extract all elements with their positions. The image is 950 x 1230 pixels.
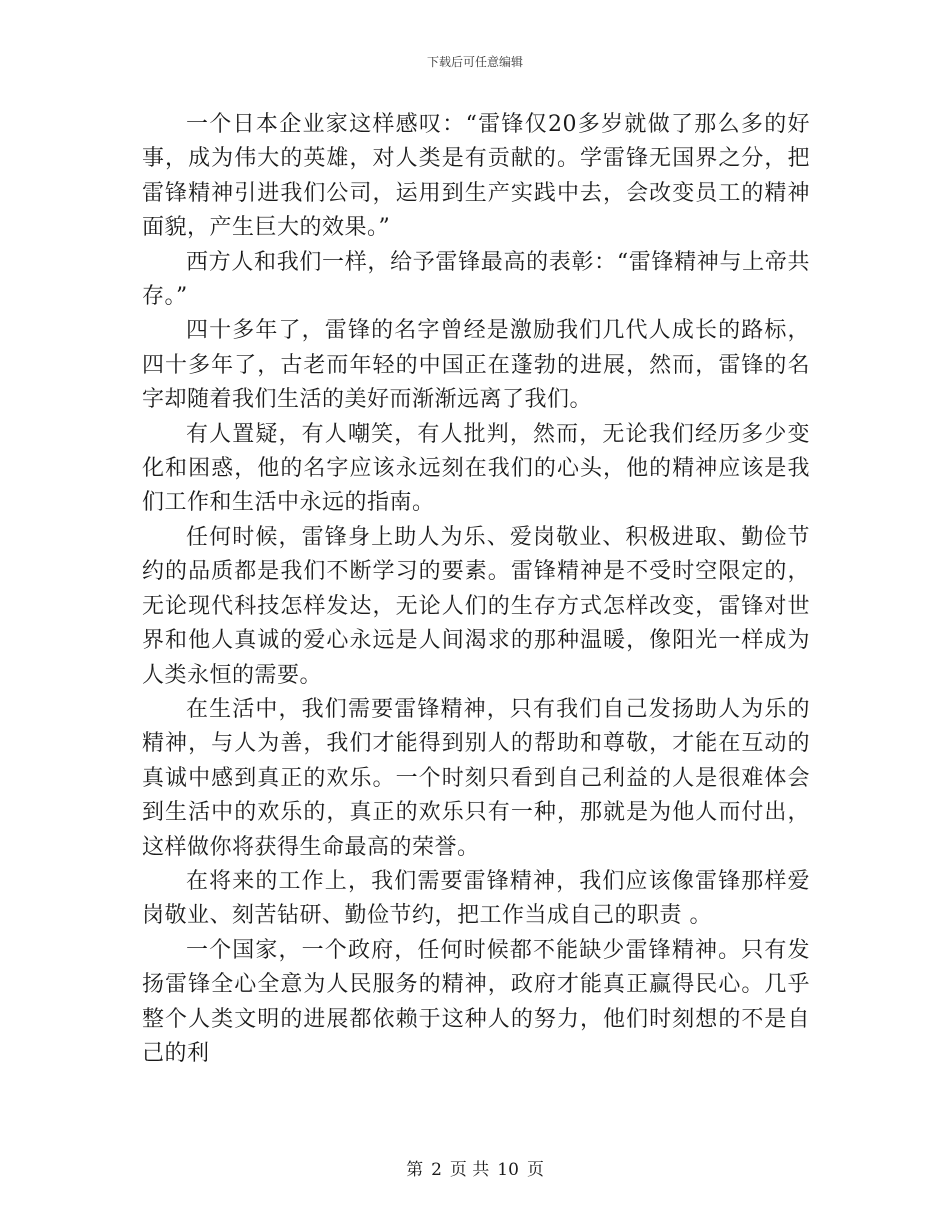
page-label-mid: 页 共 [449, 1160, 490, 1180]
paragraph: 任何时候，雷锋身上助人为乐、爱岗敬业、积极进取、勤俭节约的品质都是我们不断学习的要素。雷锋精神是不受时空限定的，无论现代科技怎样发达，无论人们的生存方式怎样改变，雷锋对世界和他人真诚的爱心永远是人间渴求的那种温暖，像阳光一样成为人类永恒的需要。 [142, 524, 810, 688]
paragraph: 四十多年了，雷锋的名字曾经是激励我们几代人成长的路标，四十多年了，古老而年轻的中国正在蓬勃的进展，然而，雷锋的名字却随着我们生活的美好而渐渐远离了我们。 [142, 318, 810, 413]
paragraph: 西方人和我们一样，给予雷锋最高的表彰：“雷锋精神与上帝共存。” [142, 249, 810, 310]
paragraph: 一个日本企业家这样感叹：“雷锋仅20多岁就做了那么多的好事，成为伟大的英雄，对人类是有贡献的。学雷锋无国界之分，把雷锋精神引进我们公司，运用到生产实践中去，会改变员工的精神面貌，产生巨大的效果。” [142, 112, 810, 241]
page-number-footer [0, 1155, 950, 1180]
page-label-suffix: 页 [526, 1160, 544, 1180]
current-page-number: 2 [431, 1160, 442, 1180]
paragraph: 一个国家，一个政府，任何时候都不能缺少雷锋精神。只有发扬雷锋全心全意为人民服务的精神，政府才能真正赢得民心。几乎整个人类文明的进展都依赖于这种人的努力，他们时刻想的不是自己的利 [142, 937, 810, 1066]
total-pages-number: 10 [497, 1160, 519, 1180]
paragraph: 在生活中，我们需要雷锋精神，只有我们自己发扬助人为乐的精神，与人为善，我们才能得到别人的帮助和尊敬，才能在互动的真诚中感到真正的欢乐。一个时刻只看到自己利益的人是很难体会到生活中的欢乐的，真正的欢乐只有一种，那就是为他人而付出，这样做你将获得生命最高的荣誉。 [142, 696, 810, 860]
paragraph: 有人置疑，有人嘲笑，有人批判，然而，无论我们经历多少变化和困惑，他的名字应该永远刻在我们的心头，他的精神应该是我们工作和生活中永远的指南。 [142, 421, 810, 516]
document-body [142, 108, 810, 1071]
page-label-prefix: 第 [406, 1160, 424, 1180]
paragraph: 在将来的工作上，我们需要雷锋精神，我们应该像雷锋那样爱岗敬业、刻苦钻研、勤俭节约，把工作当成自己的职责 。 [142, 868, 810, 929]
page-header-note: 下载后可任意编辑 [426, 55, 523, 69]
